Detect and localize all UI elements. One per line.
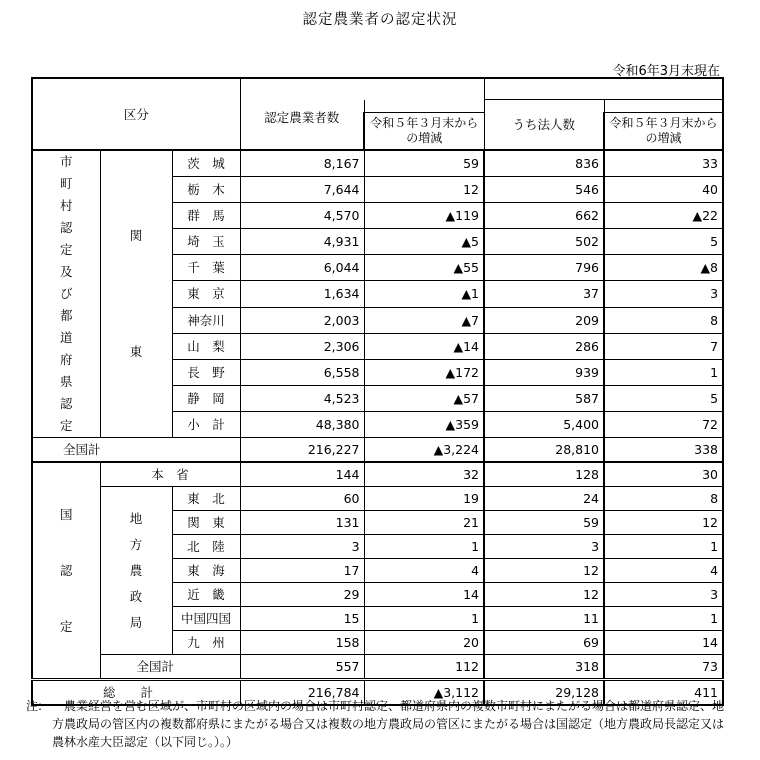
certification-table	[31, 77, 724, 706]
change-cell: 4	[364, 559, 484, 583]
corp-cell: 3	[484, 535, 604, 559]
corp-change-cell: 1	[604, 359, 723, 385]
change-cell: ▲55	[364, 255, 484, 281]
page-title: 認定農業者の認定状況	[302, 12, 458, 28]
corp-cell: 29,128	[484, 680, 604, 706]
count-cell: 4,570	[240, 203, 364, 229]
vertical-char: 関	[129, 228, 143, 243]
corp-change-cell: 7	[604, 333, 723, 359]
corp-change-cell: 72	[604, 411, 723, 437]
prefecture-name: 栃 木	[172, 177, 240, 203]
table-row	[32, 487, 723, 511]
corp-change-cell: 1	[604, 535, 723, 559]
footnote-label: 注:	[26, 699, 43, 713]
vertical-char: び	[59, 286, 73, 301]
change-cell: ▲5	[364, 229, 484, 255]
count-cell: 29	[240, 583, 364, 607]
change-cell: 20	[364, 631, 484, 655]
header-spacer-1	[240, 78, 484, 100]
corp-cell: 37	[484, 281, 604, 307]
vertical-char: 県	[59, 374, 73, 389]
vertical-char: 認	[59, 396, 73, 411]
header-row-1	[32, 78, 723, 100]
corp-change-cell: 1	[604, 607, 723, 631]
count-cell: 557	[240, 655, 364, 680]
vertical-char: 農	[129, 562, 143, 578]
corp-cell: 28,810	[484, 438, 604, 463]
corp-change-cell: 411	[604, 680, 723, 706]
count-cell: 1,634	[240, 281, 364, 307]
count-cell: 6,044	[240, 255, 364, 281]
vertical-char: 及	[59, 264, 73, 279]
change-cell: 1	[364, 607, 484, 631]
vertical-char: 定	[59, 418, 73, 433]
vertical-char: 市	[59, 154, 73, 169]
header-category: 区分	[32, 78, 240, 150]
corp-change-cell: 73	[604, 655, 723, 680]
change-cell: ▲57	[364, 385, 484, 411]
vertical-gap	[105, 248, 168, 340]
bureau-name: 関 東	[172, 511, 240, 535]
count-cell: 2,003	[240, 307, 364, 333]
national-label	[32, 462, 100, 680]
corp-change-cell: 12	[604, 511, 723, 535]
regional-bureau-label	[100, 487, 172, 655]
count-cell: 8,167	[240, 150, 364, 177]
corp-change-cell: 338	[604, 438, 723, 463]
count-cell: 6,558	[240, 359, 364, 385]
corp-change-cell: 14	[604, 631, 723, 655]
count-cell: 48,380	[240, 411, 364, 437]
vertical-char: 定	[59, 242, 73, 257]
prefecture-name: 群 馬	[172, 203, 240, 229]
prefecture-name: 埼 玉	[172, 229, 240, 255]
change-cell: 32	[364, 462, 484, 487]
vertical-char: 町	[59, 176, 73, 191]
bureau-name: 九 州	[172, 631, 240, 655]
bureau-name: 東 海	[172, 559, 240, 583]
corp-cell: 546	[484, 177, 604, 203]
prefecture-name: 東 京	[172, 281, 240, 307]
bureau-name: 近 畿	[172, 583, 240, 607]
corp-cell: 209	[484, 307, 604, 333]
count-cell: 158	[240, 631, 364, 655]
count-cell: 3	[240, 535, 364, 559]
count-cell: 4,523	[240, 385, 364, 411]
corp-cell: 502	[484, 229, 604, 255]
corp-cell: 587	[484, 385, 604, 411]
prefecture-name: 千 葉	[172, 255, 240, 281]
bureau-name: 北 陸	[172, 535, 240, 559]
prefecture-name: 山 梨	[172, 333, 240, 359]
count-cell: 15	[240, 607, 364, 631]
corp-cell: 318	[484, 655, 604, 680]
table-row	[32, 150, 723, 177]
change-cell: ▲1	[364, 281, 484, 307]
vertical-char: 定	[59, 618, 73, 634]
corp-cell: 12	[484, 559, 604, 583]
corp-cell: 5,400	[484, 411, 604, 437]
honsho-label: 本 省	[100, 462, 240, 487]
count-cell: 4,931	[240, 229, 364, 255]
corp-change-cell: 4	[604, 559, 723, 583]
prefecture-name: 長 野	[172, 359, 240, 385]
corp-cell: 59	[484, 511, 604, 535]
count-cell: 7,644	[240, 177, 364, 203]
change-cell: 14	[364, 583, 484, 607]
footnote-text: 農業経営を営む区域が、市町村の区域内の場合は市町村認定、都道府県内の複数市町村にまたがる場合は都道府県認定、地方農政局の管区内の複数都府県にまたがる場合又は複数の地方農政局の管区にまたがる場合は国認定（地方農政局長認定又は農林水産大臣認定（以下同じ。）。）	[52, 699, 725, 749]
subtotal-label: 小 計	[172, 411, 240, 437]
change-cell: ▲3,224	[364, 438, 484, 463]
change-cell: ▲7	[364, 307, 484, 333]
municipal-total-row	[32, 438, 723, 463]
change-cell: 12	[364, 177, 484, 203]
change-cell: ▲119	[364, 203, 484, 229]
corp-cell: 24	[484, 487, 604, 511]
vertical-char: 局	[129, 614, 143, 630]
corp-cell: 662	[484, 203, 604, 229]
count-cell: 2,306	[240, 333, 364, 359]
national-total-row	[32, 655, 723, 680]
count-cell: 131	[240, 511, 364, 535]
corp-change-cell: 5	[604, 229, 723, 255]
change-cell: ▲14	[364, 333, 484, 359]
prefecture-name: 静 岡	[172, 385, 240, 411]
vertical-char: 東	[129, 344, 143, 359]
count-cell: 144	[240, 462, 364, 487]
header-corporations: うち法人数	[484, 100, 604, 151]
count-cell: 17	[240, 559, 364, 583]
count-cell: 216,784	[240, 680, 364, 706]
prefecture-name: 神奈川	[172, 307, 240, 333]
corp-change-cell: 30	[604, 462, 723, 487]
vertical-char: 国	[59, 506, 73, 522]
header-gap-b	[604, 100, 723, 113]
vertical-char: 都	[59, 308, 73, 323]
vertical-char: 府	[59, 352, 73, 367]
honsho-row	[32, 462, 723, 487]
corp-cell: 11	[484, 607, 604, 631]
header-certified-count: 認定農業者数	[240, 100, 364, 151]
corp-cell: 836	[484, 150, 604, 177]
vertical-char: 道	[59, 330, 73, 345]
corp-cell: 939	[484, 359, 604, 385]
corp-cell: 12	[484, 583, 604, 607]
change-cell: ▲3,112	[364, 680, 484, 706]
corp-cell: 69	[484, 631, 604, 655]
prefecture-name: 茨 城	[172, 150, 240, 177]
municipal-total-label: 全国計	[32, 438, 240, 463]
header-spacer-2	[484, 78, 723, 100]
change-cell: 112	[364, 655, 484, 680]
corp-change-cell: 5	[604, 385, 723, 411]
bureau-name: 中国四国	[172, 607, 240, 631]
vertical-char: 村	[59, 198, 73, 213]
table-body	[32, 78, 723, 705]
as-of-date: 令和6年3月末現在	[612, 64, 720, 79]
change-cell: 59	[364, 150, 484, 177]
change-cell: 1	[364, 535, 484, 559]
corp-cell: 286	[484, 333, 604, 359]
count-cell: 60	[240, 487, 364, 511]
corp-change-cell: 33	[604, 150, 723, 177]
vertical-char: 地	[129, 510, 143, 526]
municipal-label	[32, 150, 100, 438]
change-cell: 21	[364, 511, 484, 535]
national-total-label: 全国計	[100, 655, 240, 680]
corp-change-cell: ▲8	[604, 255, 723, 281]
vertical-char: 認	[59, 220, 73, 235]
change-cell: ▲172	[364, 359, 484, 385]
corp-change-cell: 8	[604, 487, 723, 511]
corp-change-cell: 3	[604, 281, 723, 307]
vertical-char: 認	[59, 562, 73, 578]
grand-total-label: 総 計	[32, 680, 240, 706]
corp-change-cell: 3	[604, 583, 723, 607]
header-gap-a	[364, 100, 484, 113]
footnote	[26, 697, 732, 751]
bureau-name: 東 北	[172, 487, 240, 511]
corp-change-cell: ▲22	[604, 203, 723, 229]
change-cell: ▲359	[364, 411, 484, 437]
vertical-char: 方	[129, 536, 143, 552]
header-change-2: 令和５年３月末からの増減	[604, 113, 723, 151]
corp-cell: 796	[484, 255, 604, 281]
count-cell: 216,227	[240, 438, 364, 463]
header-change-1: 令和５年３月末からの増減	[364, 113, 484, 151]
vertical-char: 政	[129, 588, 143, 604]
corp-change-cell: 8	[604, 307, 723, 333]
change-cell: 19	[364, 487, 484, 511]
kanto-label	[100, 150, 172, 438]
corp-change-cell: 40	[604, 177, 723, 203]
corp-cell: 128	[484, 462, 604, 487]
